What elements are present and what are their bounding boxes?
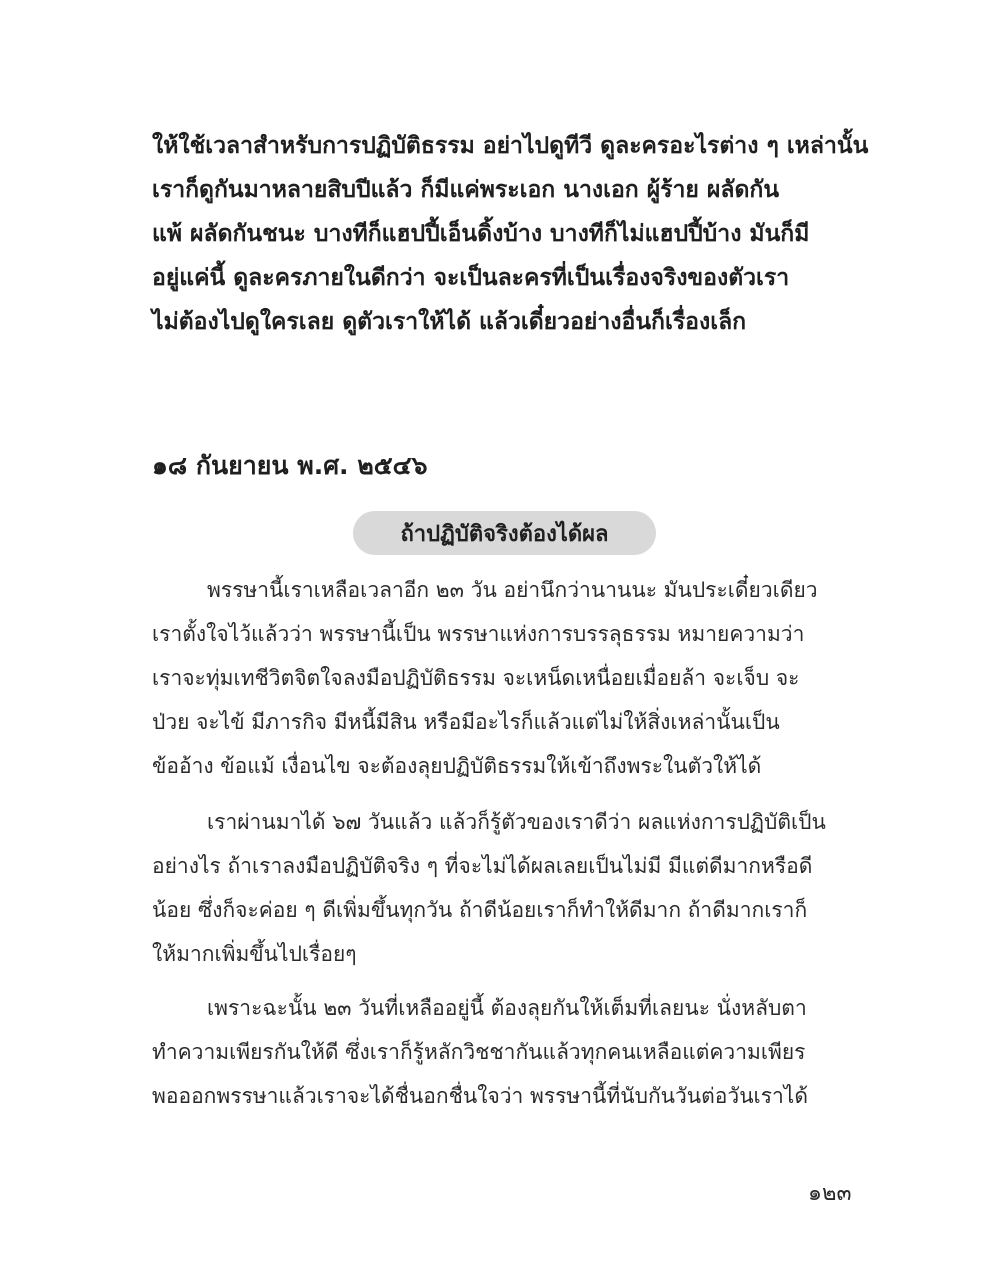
paragraph-line: พรรษานี้เราเหลือเวลาอีก ๒๓ วัน อย่านึกว่านานนะ มันประเดี๋ยวเดียว [207, 578, 818, 602]
paragraph-1 [152, 568, 858, 788]
intro-paragraph [152, 124, 869, 344]
intro-line: ให้ใช้เวลาสำหรับการปฏิบัติธรรม อย่าไปดูทีวี ดูละครอะไรต่าง ๆ เหล่านั้น [152, 133, 869, 159]
paragraph-line: ป่วย จะไข้ มีภารกิจ มีหนี้มีสิน หรือมีอะไรก็แล้วแต่ไม่ให้สิ่งเหล่านั้นเป็น [152, 710, 780, 734]
paragraph-line: อย่างไร ถ้าเราลงมือปฏิบัติจริง ๆ ที่จะไม่ได้ผลเลยเป็นไม่มี มีแต่ดีมากหรือดี [152, 854, 813, 878]
intro-line: แพ้ ผลัดกันชนะ บางทีก็แฮปปี้เอ็นดิ้งบ้าง บางทีก็ไม่แฮปปี้บ้าง มันก็มี [152, 221, 810, 247]
page-number: ๑๒๓ [808, 1181, 852, 1206]
date-heading: ๑๘ กันยายน พ.ศ. ๒๕๔๖ [152, 451, 428, 480]
paragraph-line: น้อย ซึ่งก็จะค่อย ๆ ดีเพิ่มขึ้นทุกวัน ถ้าดีน้อยเราก็ทำให้ดีมาก ถ้าดีมากเราก็ [152, 898, 808, 922]
section-title-text: ถ้าปฏิบัติจริงต้องได้ผล [400, 521, 609, 547]
paragraph-line: ให้มากเพิ่มขึ้นไปเรื่อยๆ [152, 942, 357, 966]
paragraph-line: ทำความเพียรกันให้ดี ซึ่งเราก็รู้หลักวิชชากันแล้วทุกคนเหลือแต่ความเพียร [152, 1040, 806, 1064]
paragraph-2 [152, 800, 858, 976]
paragraph-line: พอออกพรรษาแล้วเราจะได้ชื่นอกชื่นใจว่า พรรษานี้ที่นับกันวันต่อวันเราได้ [152, 1084, 809, 1108]
paragraph-3 [152, 986, 858, 1118]
paragraph-line: ข้ออ้าง ข้อแม้ เงื่อนไข จะต้องลุยปฏิบัติธรรมให้เข้าถึงพระในตัวให้ได้ [152, 754, 762, 778]
paragraph-line: เราจะทุ่มเทชีวิตจิตใจลงมือปฏิบัติธรรม จะเหน็ดเหนื่อยเมื่อยล้า จะเจ็บ จะ [152, 666, 800, 690]
paragraph-line: เพราะฉะนั้น ๒๓ วันที่เหลืออยู่นี้ ต้องลุยกันให้เต็มที่เลยนะ นั่งหลับตา [207, 996, 807, 1020]
paragraph-line: เราผ่านมาได้ ๖๗ วันแล้ว แล้วก็รู้ตัวของเราดีว่า ผลแห่งการปฏิบัติเป็น [207, 810, 826, 834]
intro-line: เราก็ดูกันมาหลายสิบปีแล้ว ก็มีแค่พระเอก นางเอก ผู้ร้าย ผลัดกัน [152, 177, 780, 203]
paragraph-line: เราตั้งใจไว้แล้วว่า พรรษานี้เป็น พรรษาแห่งการบรรลุธรรม หมายความว่า [152, 622, 805, 646]
section-title [353, 511, 656, 555]
intro-line: อยู่แค่นี้ ดูละครภายในดีกว่า จะเป็นละครที่เป็นเรื่องจริงของตัวเรา [152, 265, 790, 291]
intro-line: ไม่ต้องไปดูใครเลย ดูตัวเราให้ได้ แล้วเดี๋ยวอย่างอื่นก็เรื่องเล็ก [152, 309, 747, 335]
